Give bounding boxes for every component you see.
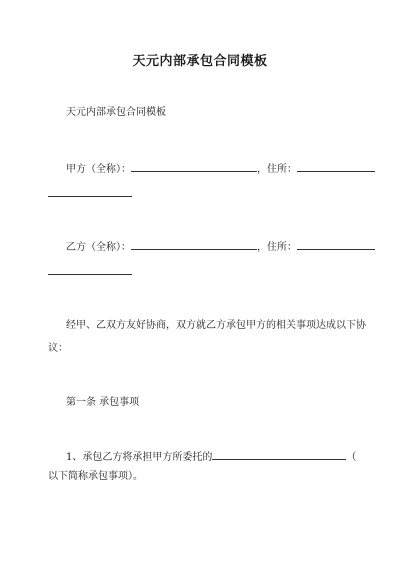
article-1-heading: 第一条 承包事项: [66, 397, 140, 408]
document-title: 天元内部承包合同模板: [132, 54, 268, 69]
item-1-line-2: 以下简称承包事项）。: [48, 471, 143, 482]
party-b-address-blank-continued: [48, 273, 132, 275]
party-a-address-label: ，住所：: [257, 164, 297, 175]
party-b-label: 乙方（全称）：: [66, 242, 131, 253]
party-b-line: [66, 238, 375, 255]
party-a-line: [66, 160, 375, 177]
party-a-address-blank-continued: [48, 195, 132, 197]
party-a-label: 甲方（全称）：: [66, 164, 131, 175]
party-b-address-label: ，住所：: [257, 242, 297, 253]
document-subtitle: 天元内部承包合同模板: [66, 107, 166, 118]
party-b-address-blank: [297, 238, 375, 250]
agreement-line-2: 议：: [48, 343, 68, 354]
agreement-line-1: 经甲、乙双方友好协商，双方就乙方承包甲方的相关事项达成以下协: [66, 320, 366, 331]
item-1-line-1: [66, 448, 356, 465]
party-a-name-blank: [131, 160, 257, 172]
party-b-name-blank: [131, 238, 257, 250]
party-a-address-blank: [297, 160, 375, 172]
item-1-suffix: （: [346, 452, 357, 463]
item-1-prefix: 1、承包乙方将承担甲方所委托的: [66, 452, 213, 463]
item-1-blank: [212, 448, 346, 460]
